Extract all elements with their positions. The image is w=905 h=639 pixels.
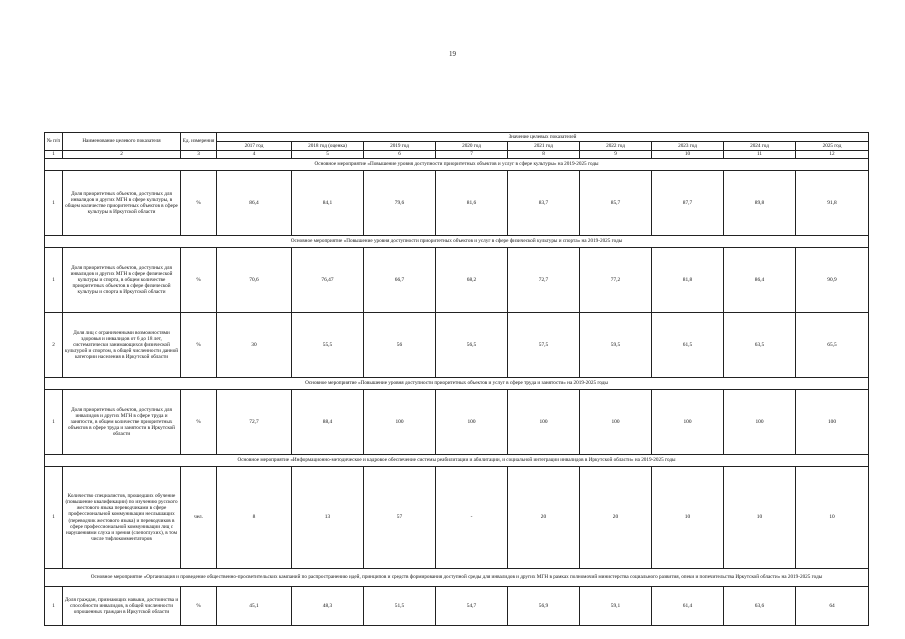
- table-row: [45, 390, 869, 455]
- indicator-name: Доля приоритетных объектов, доступных для инвалидов и других МГН в сфере культуры, в общем количестве приоритетных объектов в сфере культуры в Иркутской области: [63, 171, 181, 236]
- indicator-name: Доля граждан, признающих навыки, достоинства и способности инвалидов, в общей численности опрошенных граждан в Иркутской области: [63, 587, 181, 626]
- header-year: 2025 год: [796, 142, 869, 151]
- row-number: 2: [45, 313, 63, 378]
- section-title: Основное мероприятие «Повышение уровня доступности приоритетных объектов и услуг в сфере физической культуры и спорта» на 2019-2025 годы: [45, 236, 869, 248]
- value-cell: 81,8: [652, 248, 724, 313]
- value-cell: 30: [217, 313, 292, 378]
- value-cell: 76,47: [292, 248, 364, 313]
- value-cell: 100: [652, 390, 724, 455]
- value-cell: 100: [364, 390, 436, 455]
- column-number: 1: [45, 151, 63, 159]
- column-number: 3: [181, 151, 217, 159]
- value-cell: 77,2: [580, 248, 652, 313]
- value-cell: 88,4: [292, 390, 364, 455]
- row-number: 1: [45, 171, 63, 236]
- section-row-labor: [45, 378, 869, 390]
- value-cell: 8: [217, 467, 292, 569]
- value-cell: 100: [796, 390, 869, 455]
- column-number: 5: [292, 151, 364, 159]
- indicator-name: Доля приоритетных объектов, доступных для инвалидов и других МГН в сфере физической культуры и спорта, в общем количестве приоритетных объектов в сфере физической культуры и спорта в Иркутской области: [63, 248, 181, 313]
- value-cell: -: [436, 467, 508, 569]
- value-cell: 70,6: [217, 248, 292, 313]
- value-cell: 56,5: [436, 313, 508, 378]
- value-cell: 72,7: [508, 248, 580, 313]
- value-cell: 13: [292, 467, 364, 569]
- row-number: 1: [45, 248, 63, 313]
- value-cell: 100: [436, 390, 508, 455]
- value-cell: 54,7: [436, 587, 508, 626]
- value-cell: 61,5: [652, 313, 724, 378]
- unit-cell: %: [181, 390, 217, 455]
- table-row: [45, 587, 869, 626]
- header-no: № п/п: [45, 133, 63, 151]
- value-cell: 56: [364, 313, 436, 378]
- section-title: Основное мероприятие «Информационно-методическое и кадровое обеспечение системы реабилитации и абилитации, и социальной интеграции инвалидов в Иркутской области» на 2019-2025 годы: [45, 455, 869, 467]
- value-cell: 10: [796, 467, 869, 569]
- section-row-culture: [45, 159, 869, 171]
- header-year: 2022 год: [580, 142, 652, 151]
- header-year: 2019 год: [364, 142, 436, 151]
- value-cell: 56,9: [508, 587, 580, 626]
- value-cell: 100: [724, 390, 796, 455]
- value-cell: 57,5: [508, 313, 580, 378]
- header-year: 2021 год: [508, 142, 580, 151]
- section-row-sport: [45, 236, 869, 248]
- header-unit: Ед. измерения: [181, 133, 217, 151]
- value-cell: 86,4: [724, 248, 796, 313]
- row-number: 1: [45, 390, 63, 455]
- value-cell: 90,9: [796, 248, 869, 313]
- value-cell: 87,7: [652, 171, 724, 236]
- page-number: 19: [449, 50, 456, 58]
- column-number: 11: [724, 151, 796, 159]
- column-number: 10: [652, 151, 724, 159]
- section-row-training: [45, 455, 869, 467]
- value-cell: 81,6: [436, 171, 508, 236]
- value-cell: 10: [652, 467, 724, 569]
- value-cell: 100: [580, 390, 652, 455]
- table-row: [45, 171, 869, 236]
- column-number: 2: [63, 151, 181, 159]
- value-cell: 59,5: [580, 313, 652, 378]
- value-cell: 68,2: [436, 248, 508, 313]
- value-cell: 83,7: [508, 171, 580, 236]
- value-cell: 63,6: [724, 587, 796, 626]
- header-year: 2018 год (оценка): [292, 142, 364, 151]
- column-number: 8: [508, 151, 580, 159]
- value-cell: 48,3: [292, 587, 364, 626]
- column-number: 4: [217, 151, 292, 159]
- value-cell: 59,1: [580, 587, 652, 626]
- unit-cell: %: [181, 313, 217, 378]
- indicator-name: Доля лиц с ограниченными возможностями здоровья и инвалидов от 6 до 18 лет, систематически занимающихся физической культурой и спортом, в общей численности данной категории населения в Иркутской области: [63, 313, 181, 378]
- value-cell: 20: [580, 467, 652, 569]
- row-number: 1: [45, 467, 63, 569]
- value-cell: 65,5: [796, 313, 869, 378]
- section-title: Основное мероприятие «Повышение уровня доступности приоритетных объектов и услуг в сфере культуры» на 2019-2025 годы: [45, 159, 869, 171]
- indicator-name: Доля приоритетных объектов, доступных для инвалидов и других МГН в сфере труда и занятости, в общем количестве приоритетных объектов в сфере труда и занятости в Иркутской области: [63, 390, 181, 455]
- value-cell: 72,7: [217, 390, 292, 455]
- value-cell: 86,4: [217, 171, 292, 236]
- value-cell: 10: [724, 467, 796, 569]
- value-cell: 61,4: [652, 587, 724, 626]
- column-number: 12: [796, 151, 869, 159]
- value-cell: 20: [508, 467, 580, 569]
- header-year: 2024 год: [724, 142, 796, 151]
- indicator-name: Количество специалистов, прошедших обучение (повышение квалификации) по изучению русского жестового языка переводчиками в сфере профессиональной коммуникации неслышащих (переводчик жестового языка) и переводчиков в сфере профессиональной коммуникации лиц с нарушениями слуха и зрения (слепоглухих), в том числе тифлокомментаторов: [63, 467, 181, 569]
- unit-cell: чел.: [181, 467, 217, 569]
- value-cell: 51,5: [364, 587, 436, 626]
- unit-cell: %: [181, 171, 217, 236]
- header-year: 2023 год: [652, 142, 724, 151]
- section-title: Основное мероприятие «Повышение уровня доступности приоритетных объектов и услуг в сфере труда и занятости» на 2019-2025 годы: [45, 378, 869, 390]
- table-row: [45, 313, 869, 378]
- header-row-top: [45, 133, 869, 142]
- header-values: Значение целевых показателей: [217, 133, 869, 142]
- section-title: Основное мероприятие «Организация и проведение общественно-просветительских кампаний по распространению идей, принципов и средств формирования доступной среды для инвалидов и других МГН в рамках полномочий министерства социального развития, опеки и попечительства Иркутской области» на 2019-2025 годы: [45, 569, 869, 587]
- header-year: 2020 год: [436, 142, 508, 151]
- value-cell: 85,7: [580, 171, 652, 236]
- value-cell: 55,5: [292, 313, 364, 378]
- value-cell: 84,1: [292, 171, 364, 236]
- value-cell: 89,8: [724, 171, 796, 236]
- section-row-campaigns: [45, 569, 869, 587]
- column-number: 6: [364, 151, 436, 159]
- column-number: 7: [436, 151, 508, 159]
- value-cell: 91,8: [796, 171, 869, 236]
- header-name: Наименование целевого показателя: [63, 133, 181, 151]
- value-cell: 64: [796, 587, 869, 626]
- unit-cell: %: [181, 587, 217, 626]
- value-cell: 100: [508, 390, 580, 455]
- indicators-table: [44, 132, 869, 626]
- column-numbers-row: [45, 151, 869, 159]
- value-cell: 45,1: [217, 587, 292, 626]
- row-number: 1: [45, 587, 63, 626]
- value-cell: 66,7: [364, 248, 436, 313]
- table-row: [45, 467, 869, 569]
- value-cell: 57: [364, 467, 436, 569]
- value-cell: 63,5: [724, 313, 796, 378]
- column-number: 9: [580, 151, 652, 159]
- header-year: 2017 год: [217, 142, 292, 151]
- value-cell: 79,6: [364, 171, 436, 236]
- table-row: [45, 248, 869, 313]
- unit-cell: %: [181, 248, 217, 313]
